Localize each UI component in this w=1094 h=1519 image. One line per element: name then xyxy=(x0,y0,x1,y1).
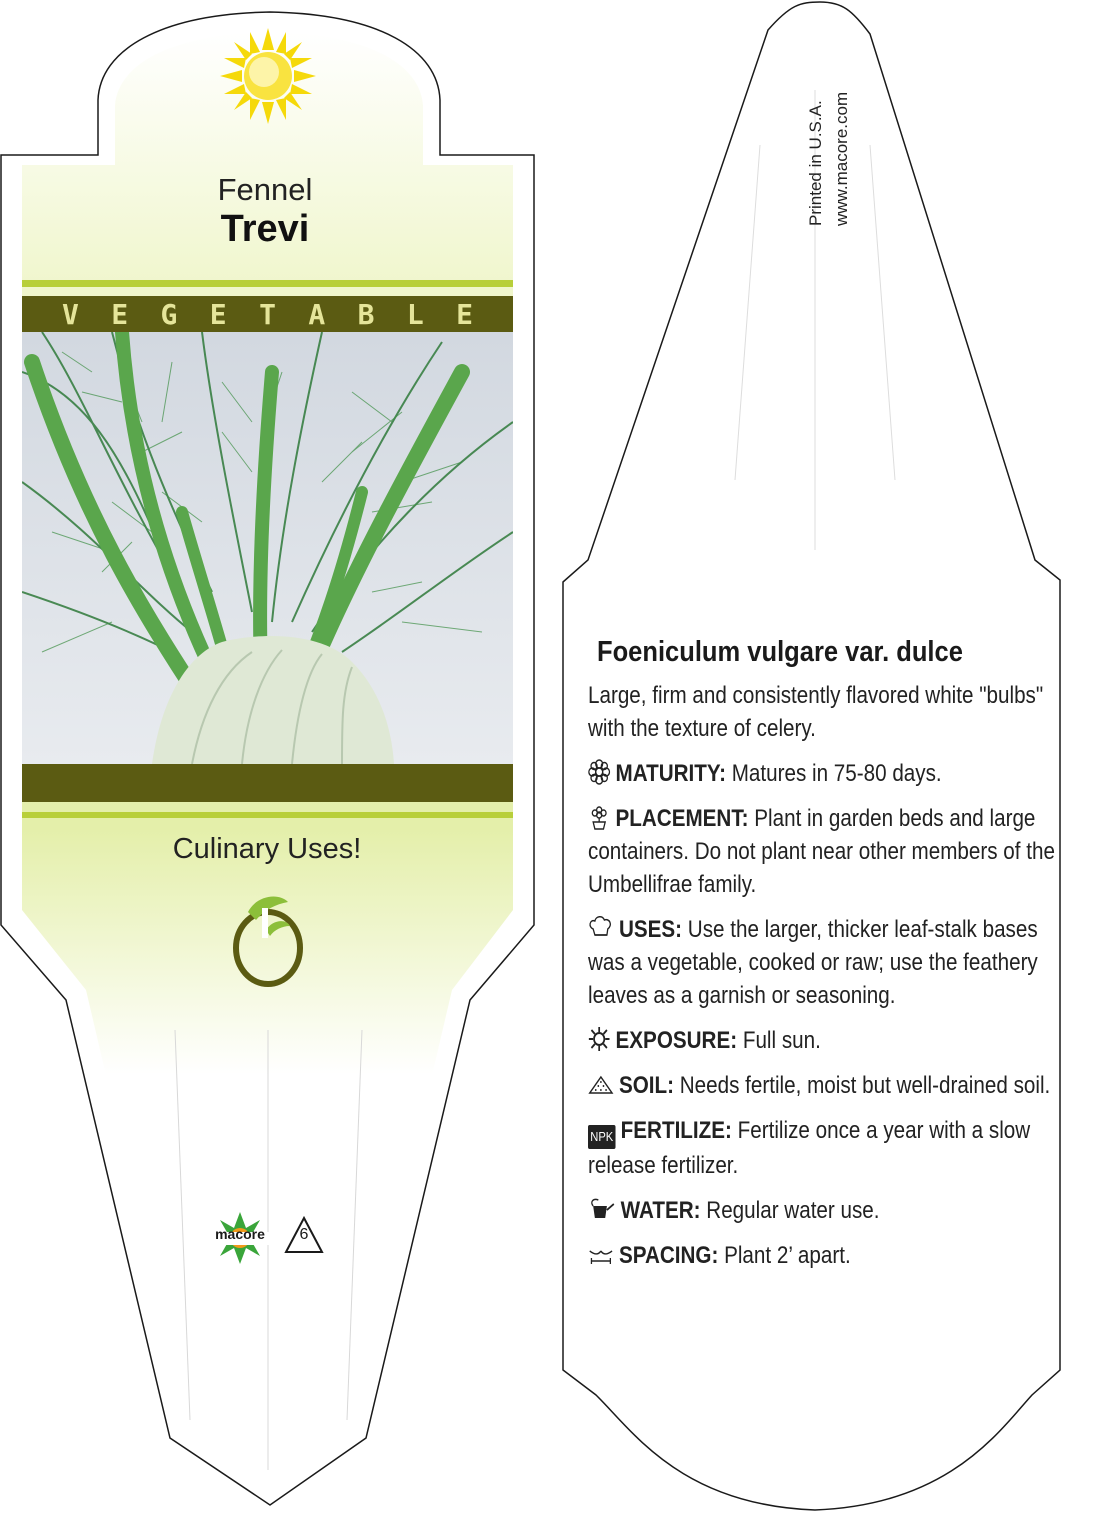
care-row-maturity xyxy=(588,757,1057,790)
care-row-fertilize xyxy=(588,1114,1057,1182)
care-label: FERTILIZE: xyxy=(620,1117,732,1144)
recycle-number: 6 xyxy=(299,1226,309,1243)
category-letter: E xyxy=(456,297,473,331)
printed-info xyxy=(780,30,860,230)
care-section xyxy=(588,679,1057,1272)
care-label: EXPOSURE: xyxy=(615,1027,738,1054)
back-content xyxy=(588,636,1058,1284)
npk-bag-icon: NPK xyxy=(588,1125,616,1149)
variety-name: Trevi xyxy=(220,208,310,250)
care-label: SOIL: xyxy=(618,1072,674,1099)
care-text: Use the larger, thicker leaf-stalk bases was a vegetable, cooked or raw; use the feathery leaves as a garnish or seasoning. xyxy=(588,916,1038,1009)
care-text: Full sun. xyxy=(742,1027,821,1054)
care-text: Regular water use. xyxy=(706,1197,880,1224)
care-row-exposure xyxy=(588,1024,1057,1057)
fennel-photo xyxy=(22,332,513,764)
website: www.macore.com xyxy=(832,91,851,226)
care-label: WATER: xyxy=(620,1197,701,1224)
care-row-uses xyxy=(588,913,1057,1012)
category-letter: V xyxy=(62,297,79,331)
care-label: PLACEMENT: xyxy=(615,805,749,832)
chef-hat-icon xyxy=(588,915,614,941)
care-text: Plant in garden beds and large containers. Do not plant near other members of the Umbellifrae family. xyxy=(588,805,1055,898)
category-letter: T xyxy=(259,297,276,331)
tagline: Culinary Uses! xyxy=(172,833,362,865)
category-letter: L xyxy=(406,297,424,331)
care-row-water xyxy=(588,1194,1057,1227)
spacing-arrows-icon xyxy=(588,1241,614,1267)
category-letter: E xyxy=(209,297,227,331)
care-row-soil xyxy=(588,1069,1057,1102)
seedling-logo-icon xyxy=(228,890,308,990)
description: Large, firm and consistently flavored white "bulbs" with the texture of celery. xyxy=(588,682,1044,742)
lower-bar xyxy=(22,764,513,802)
common-name: Fennel xyxy=(217,172,313,207)
printed-in: Printed in U.S.A. xyxy=(806,100,825,226)
watering-can-icon xyxy=(588,1196,616,1222)
category-letter: A xyxy=(308,297,326,331)
care-text: Needs fertile, moist but well-drained soil. xyxy=(679,1072,1051,1099)
category-letter: E xyxy=(111,297,129,331)
brand-name: macore xyxy=(215,1226,265,1242)
care-text: Matures in 75-80 days. xyxy=(731,760,942,787)
latin-name: Foeniculum vulgare var. dulce xyxy=(597,636,963,668)
care-text: Fertilize once a year with a slow release fertilizer. xyxy=(588,1117,1031,1179)
care-row-placement xyxy=(588,802,1057,901)
care-label: USES: xyxy=(618,916,683,943)
care-label: SPACING: xyxy=(618,1242,719,1269)
flower-icon xyxy=(588,759,610,785)
sun-icon xyxy=(588,1026,610,1052)
category-bar xyxy=(22,296,513,332)
care-row-spacing xyxy=(588,1239,1057,1272)
category-letter: G xyxy=(160,297,178,331)
care-label: MATURITY: xyxy=(615,760,726,787)
category-letter: B xyxy=(357,297,375,331)
soil-pile-icon xyxy=(588,1071,614,1097)
care-text: Plant 2’ apart. xyxy=(724,1242,851,1269)
full-sun-icon xyxy=(218,26,318,126)
potted-plant-icon xyxy=(588,804,610,830)
